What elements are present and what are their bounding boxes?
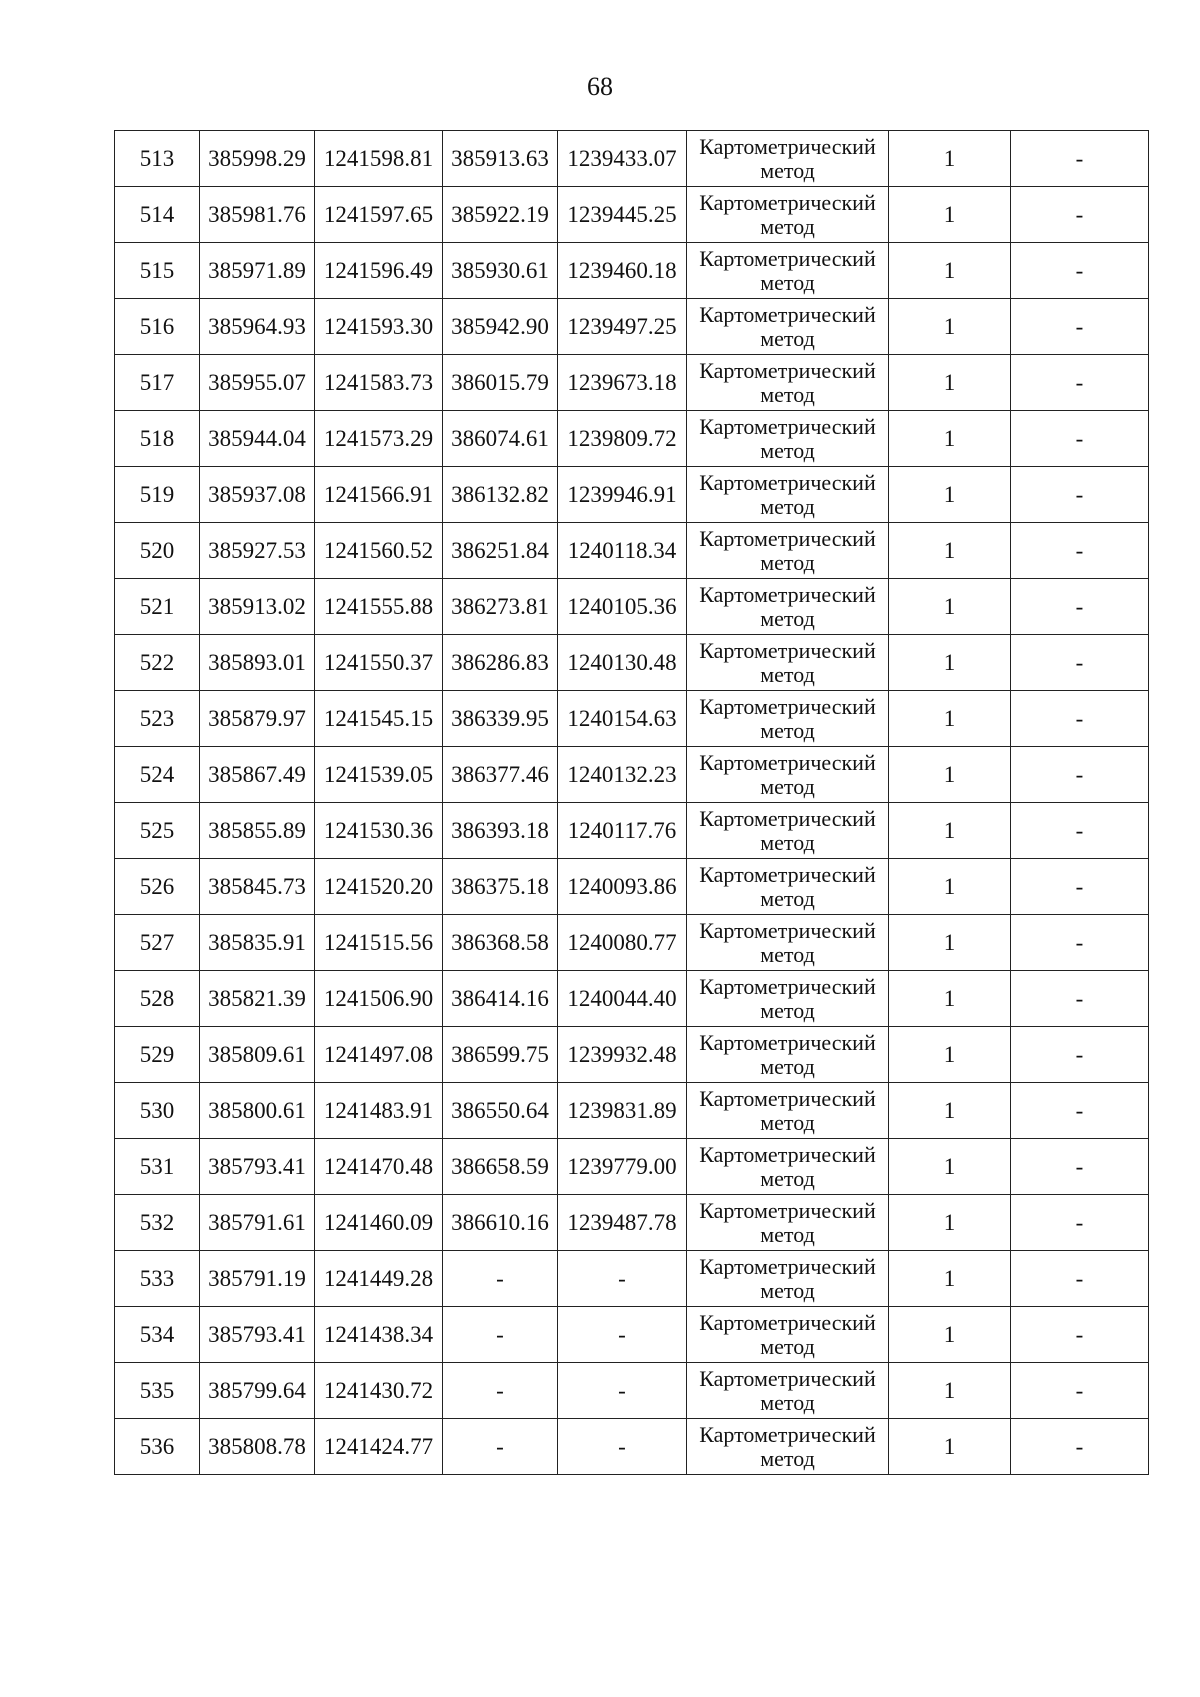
method-line-2: метод [760,1445,815,1471]
accuracy-cell: 1 [889,467,1011,523]
method-cell [687,1363,889,1419]
method-cell [687,691,889,747]
note-cell: - [1011,355,1149,411]
table-row [115,1139,1149,1195]
point-number-cell: 531 [115,1139,200,1195]
x-coordinate-cell: 385799.64 [200,1363,315,1419]
note-cell: - [1011,1419,1149,1475]
method-line-1: Картометрический [699,917,876,943]
accuracy-cell: 1 [889,915,1011,971]
y2-coordinate-cell: 1240154.63 [558,691,687,747]
x2-coordinate-cell: 385942.90 [443,299,558,355]
y2-coordinate-cell: 1239460.18 [558,243,687,299]
method-cell [687,859,889,915]
note-cell: - [1011,691,1149,747]
table-row [115,859,1149,915]
accuracy-cell: 1 [889,1307,1011,1363]
method-cell [687,1139,889,1195]
y2-coordinate-cell: 1240132.23 [558,747,687,803]
x2-coordinate-cell: 386375.18 [443,859,558,915]
method-line-1: Картометрический [699,245,876,271]
x2-coordinate-cell: 386015.79 [443,355,558,411]
point-number-cell: 529 [115,1027,200,1083]
y-coordinate-cell: 1241430.72 [315,1363,443,1419]
note-cell: - [1011,243,1149,299]
note-cell: - [1011,747,1149,803]
note-cell: - [1011,1307,1149,1363]
note-cell: - [1011,299,1149,355]
method-line-1: Картометрический [699,301,876,327]
method-line-1: Картометрический [699,1197,876,1223]
y-coordinate-cell: 1241573.29 [315,411,443,467]
y-coordinate-cell: 1241483.91 [315,1083,443,1139]
accuracy-cell: 1 [889,1027,1011,1083]
accuracy-cell: 1 [889,187,1011,243]
point-number-cell: 525 [115,803,200,859]
x2-coordinate-cell: 386414.16 [443,971,558,1027]
y-coordinate-cell: 1241438.34 [315,1307,443,1363]
point-number-cell: 517 [115,355,200,411]
method-cell [687,1419,889,1475]
note-cell: - [1011,1083,1149,1139]
y2-coordinate-cell: - [558,1251,687,1307]
x2-coordinate-cell: 386393.18 [443,803,558,859]
method-line-2: метод [760,493,815,519]
note-cell: - [1011,187,1149,243]
method-line-2: метод [760,717,815,743]
point-number-cell: 527 [115,915,200,971]
accuracy-cell: 1 [889,131,1011,187]
y-coordinate-cell: 1241550.37 [315,635,443,691]
x-coordinate-cell: 385998.29 [200,131,315,187]
method-line-2: метод [760,269,815,295]
x2-coordinate-cell: 385922.19 [443,187,558,243]
table-row [115,747,1149,803]
point-number-cell: 528 [115,971,200,1027]
x-coordinate-cell: 385793.41 [200,1307,315,1363]
x-coordinate-cell: 385809.61 [200,1027,315,1083]
accuracy-cell: 1 [889,411,1011,467]
y2-coordinate-cell: 1239433.07 [558,131,687,187]
method-line-2: метод [760,997,815,1023]
table-row [115,467,1149,523]
point-number-cell: 518 [115,411,200,467]
x2-coordinate-cell: - [443,1363,558,1419]
method-line-1: Картометрический [699,133,876,159]
y2-coordinate-cell: 1240117.76 [558,803,687,859]
method-cell [687,523,889,579]
x-coordinate-cell: 385845.73 [200,859,315,915]
y-coordinate-cell: 1241598.81 [315,131,443,187]
x-coordinate-cell: 385964.93 [200,299,315,355]
method-line-1: Картометрический [699,1309,876,1335]
x-coordinate-cell: 385937.08 [200,467,315,523]
note-cell: - [1011,1363,1149,1419]
accuracy-cell: 1 [889,355,1011,411]
y2-coordinate-cell: 1239497.25 [558,299,687,355]
method-line-1: Картометрический [699,525,876,551]
table-body [115,131,1149,1475]
x2-coordinate-cell: 386377.46 [443,747,558,803]
table-row [115,691,1149,747]
accuracy-cell: 1 [889,1251,1011,1307]
point-number-cell: 536 [115,1419,200,1475]
method-line-2: метод [760,437,815,463]
page-number: 68 [587,72,613,101]
method-cell [687,467,889,523]
accuracy-cell: 1 [889,243,1011,299]
x2-coordinate-cell: 386251.84 [443,523,558,579]
accuracy-cell: 1 [889,1083,1011,1139]
point-number-cell: 513 [115,131,200,187]
y-coordinate-cell: 1241555.88 [315,579,443,635]
y-coordinate-cell: 1241497.08 [315,1027,443,1083]
method-line-1: Картометрический [699,1029,876,1055]
x-coordinate-cell: 385791.61 [200,1195,315,1251]
method-cell [687,1251,889,1307]
y-coordinate-cell: 1241566.91 [315,467,443,523]
point-number-cell: 520 [115,523,200,579]
y2-coordinate-cell: 1239779.00 [558,1139,687,1195]
coordinates-table [114,130,1149,1475]
accuracy-cell: 1 [889,1195,1011,1251]
y2-coordinate-cell: 1239809.72 [558,411,687,467]
method-cell [687,411,889,467]
table-row [115,355,1149,411]
accuracy-cell: 1 [889,1139,1011,1195]
x2-coordinate-cell: 386132.82 [443,467,558,523]
method-line-2: метод [760,381,815,407]
y2-coordinate-cell: 1239445.25 [558,187,687,243]
method-line-1: Картометрический [699,357,876,383]
method-line-2: метод [760,157,815,183]
y-coordinate-cell: 1241596.49 [315,243,443,299]
method-cell [687,1195,889,1251]
method-cell [687,355,889,411]
x2-coordinate-cell: - [443,1419,558,1475]
method-cell [687,971,889,1027]
method-line-2: метод [760,1277,815,1303]
method-line-1: Картометрический [699,413,876,439]
table-row [115,1083,1149,1139]
y-coordinate-cell: 1241506.90 [315,971,443,1027]
method-cell [687,299,889,355]
table-row [115,411,1149,467]
point-number-cell: 516 [115,299,200,355]
method-line-2: метод [760,773,815,799]
note-cell: - [1011,1139,1149,1195]
y2-coordinate-cell: 1240105.36 [558,579,687,635]
y2-coordinate-cell: - [558,1307,687,1363]
x-coordinate-cell: 385944.04 [200,411,315,467]
note-cell: - [1011,467,1149,523]
table-row [115,1195,1149,1251]
method-cell [687,187,889,243]
y2-coordinate-cell: 1239932.48 [558,1027,687,1083]
accuracy-cell: 1 [889,523,1011,579]
table-row [115,971,1149,1027]
x-coordinate-cell: 385893.01 [200,635,315,691]
x2-coordinate-cell: 386273.81 [443,579,558,635]
method-cell [687,579,889,635]
note-cell: - [1011,971,1149,1027]
y2-coordinate-cell: 1240130.48 [558,635,687,691]
accuracy-cell: 1 [889,691,1011,747]
x2-coordinate-cell: 385930.61 [443,243,558,299]
x2-coordinate-cell: 386550.64 [443,1083,558,1139]
method-cell [687,243,889,299]
y-coordinate-cell: 1241470.48 [315,1139,443,1195]
table-row [115,187,1149,243]
table-row [115,1363,1149,1419]
y-coordinate-cell: 1241515.56 [315,915,443,971]
x-coordinate-cell: 385879.97 [200,691,315,747]
x-coordinate-cell: 385927.53 [200,523,315,579]
table-row [115,1307,1149,1363]
x-coordinate-cell: 385800.61 [200,1083,315,1139]
method-line-1: Картометрический [699,1421,876,1447]
x2-coordinate-cell: 386074.61 [443,411,558,467]
point-number-cell: 522 [115,635,200,691]
y2-coordinate-cell: 1240080.77 [558,915,687,971]
table-row [115,299,1149,355]
x-coordinate-cell: 385835.91 [200,915,315,971]
y2-coordinate-cell: 1239487.78 [558,1195,687,1251]
point-number-cell: 521 [115,579,200,635]
table-row [115,915,1149,971]
y-coordinate-cell: 1241593.30 [315,299,443,355]
point-number-cell: 534 [115,1307,200,1363]
y-coordinate-cell: 1241597.65 [315,187,443,243]
point-number-cell: 514 [115,187,200,243]
accuracy-cell: 1 [889,1419,1011,1475]
note-cell: - [1011,859,1149,915]
method-line-2: метод [760,1333,815,1359]
note-cell: - [1011,131,1149,187]
method-line-2: метод [760,549,815,575]
method-cell [687,635,889,691]
y2-coordinate-cell: 1240093.86 [558,859,687,915]
y-coordinate-cell: 1241520.20 [315,859,443,915]
table-row [115,523,1149,579]
method-line-2: метод [760,1053,815,1079]
y-coordinate-cell: 1241424.77 [315,1419,443,1475]
x-coordinate-cell: 385981.76 [200,187,315,243]
x-coordinate-cell: 385971.89 [200,243,315,299]
point-number-cell: 530 [115,1083,200,1139]
note-cell: - [1011,1251,1149,1307]
y-coordinate-cell: 1241583.73 [315,355,443,411]
method-line-2: метод [760,661,815,687]
y-coordinate-cell: 1241530.36 [315,803,443,859]
method-cell [687,803,889,859]
method-cell [687,1307,889,1363]
method-cell [687,747,889,803]
method-line-1: Картометрический [699,469,876,495]
x-coordinate-cell: 385808.78 [200,1419,315,1475]
method-line-2: метод [760,605,815,631]
x2-coordinate-cell: 386658.59 [443,1139,558,1195]
note-cell: - [1011,803,1149,859]
accuracy-cell: 1 [889,635,1011,691]
method-line-2: метод [760,1221,815,1247]
method-cell [687,1083,889,1139]
x2-coordinate-cell: 386599.75 [443,1027,558,1083]
method-line-1: Картометрический [699,861,876,887]
method-line-2: метод [760,885,815,911]
note-cell: - [1011,411,1149,467]
y-coordinate-cell: 1241539.05 [315,747,443,803]
table-row [115,1027,1149,1083]
accuracy-cell: 1 [889,971,1011,1027]
method-line-2: метод [760,941,815,967]
accuracy-cell: 1 [889,803,1011,859]
x-coordinate-cell: 385913.02 [200,579,315,635]
point-number-cell: 532 [115,1195,200,1251]
x-coordinate-cell: 385793.41 [200,1139,315,1195]
x2-coordinate-cell: 386368.58 [443,915,558,971]
method-line-1: Картометрический [699,1085,876,1111]
method-line-2: метод [760,1389,815,1415]
y2-coordinate-cell: - [558,1419,687,1475]
x2-coordinate-cell: - [443,1307,558,1363]
x2-coordinate-cell: 386610.16 [443,1195,558,1251]
accuracy-cell: 1 [889,579,1011,635]
y2-coordinate-cell: 1240044.40 [558,971,687,1027]
method-line-2: метод [760,213,815,239]
note-cell: - [1011,523,1149,579]
table-row [115,1251,1149,1307]
y-coordinate-cell: 1241449.28 [315,1251,443,1307]
method-line-2: метод [760,829,815,855]
method-cell [687,131,889,187]
accuracy-cell: 1 [889,299,1011,355]
accuracy-cell: 1 [889,859,1011,915]
method-line-1: Картометрический [699,805,876,831]
method-line-1: Картометрический [699,189,876,215]
y-coordinate-cell: 1241545.15 [315,691,443,747]
y2-coordinate-cell: - [558,1363,687,1419]
x2-coordinate-cell: 386286.83 [443,635,558,691]
x-coordinate-cell: 385867.49 [200,747,315,803]
method-line-1: Картометрический [699,1365,876,1391]
accuracy-cell: 1 [889,1363,1011,1419]
point-number-cell: 535 [115,1363,200,1419]
method-cell [687,915,889,971]
y2-coordinate-cell: 1239831.89 [558,1083,687,1139]
table-row [115,1419,1149,1475]
point-number-cell: 526 [115,859,200,915]
method-line-1: Картометрический [699,749,876,775]
note-cell: - [1011,1195,1149,1251]
note-cell: - [1011,579,1149,635]
method-line-1: Картометрический [699,1141,876,1167]
table-row [115,635,1149,691]
x-coordinate-cell: 385821.39 [200,971,315,1027]
point-number-cell: 523 [115,691,200,747]
method-line-1: Картометрический [699,581,876,607]
method-line-2: метод [760,1109,815,1135]
note-cell: - [1011,1027,1149,1083]
table-row [115,131,1149,187]
method-line-2: метод [760,1165,815,1191]
method-line-1: Картометрический [699,973,876,999]
x-coordinate-cell: 385955.07 [200,355,315,411]
point-number-cell: 533 [115,1251,200,1307]
accuracy-cell: 1 [889,747,1011,803]
x2-coordinate-cell: - [443,1251,558,1307]
y-coordinate-cell: 1241560.52 [315,523,443,579]
y2-coordinate-cell: 1239946.91 [558,467,687,523]
point-number-cell: 515 [115,243,200,299]
y-coordinate-cell: 1241460.09 [315,1195,443,1251]
point-number-cell: 519 [115,467,200,523]
note-cell: - [1011,635,1149,691]
table-row [115,803,1149,859]
method-line-1: Картометрический [699,693,876,719]
table-row [115,243,1149,299]
method-cell [687,1027,889,1083]
x-coordinate-cell: 385855.89 [200,803,315,859]
x2-coordinate-cell: 386339.95 [443,691,558,747]
x2-coordinate-cell: 385913.63 [443,131,558,187]
y2-coordinate-cell: 1240118.34 [558,523,687,579]
method-line-1: Картометрический [699,1253,876,1279]
method-line-2: метод [760,325,815,351]
note-cell: - [1011,915,1149,971]
y2-coordinate-cell: 1239673.18 [558,355,687,411]
table-row [115,579,1149,635]
method-line-1: Картометрический [699,637,876,663]
x-coordinate-cell: 385791.19 [200,1251,315,1307]
point-number-cell: 524 [115,747,200,803]
